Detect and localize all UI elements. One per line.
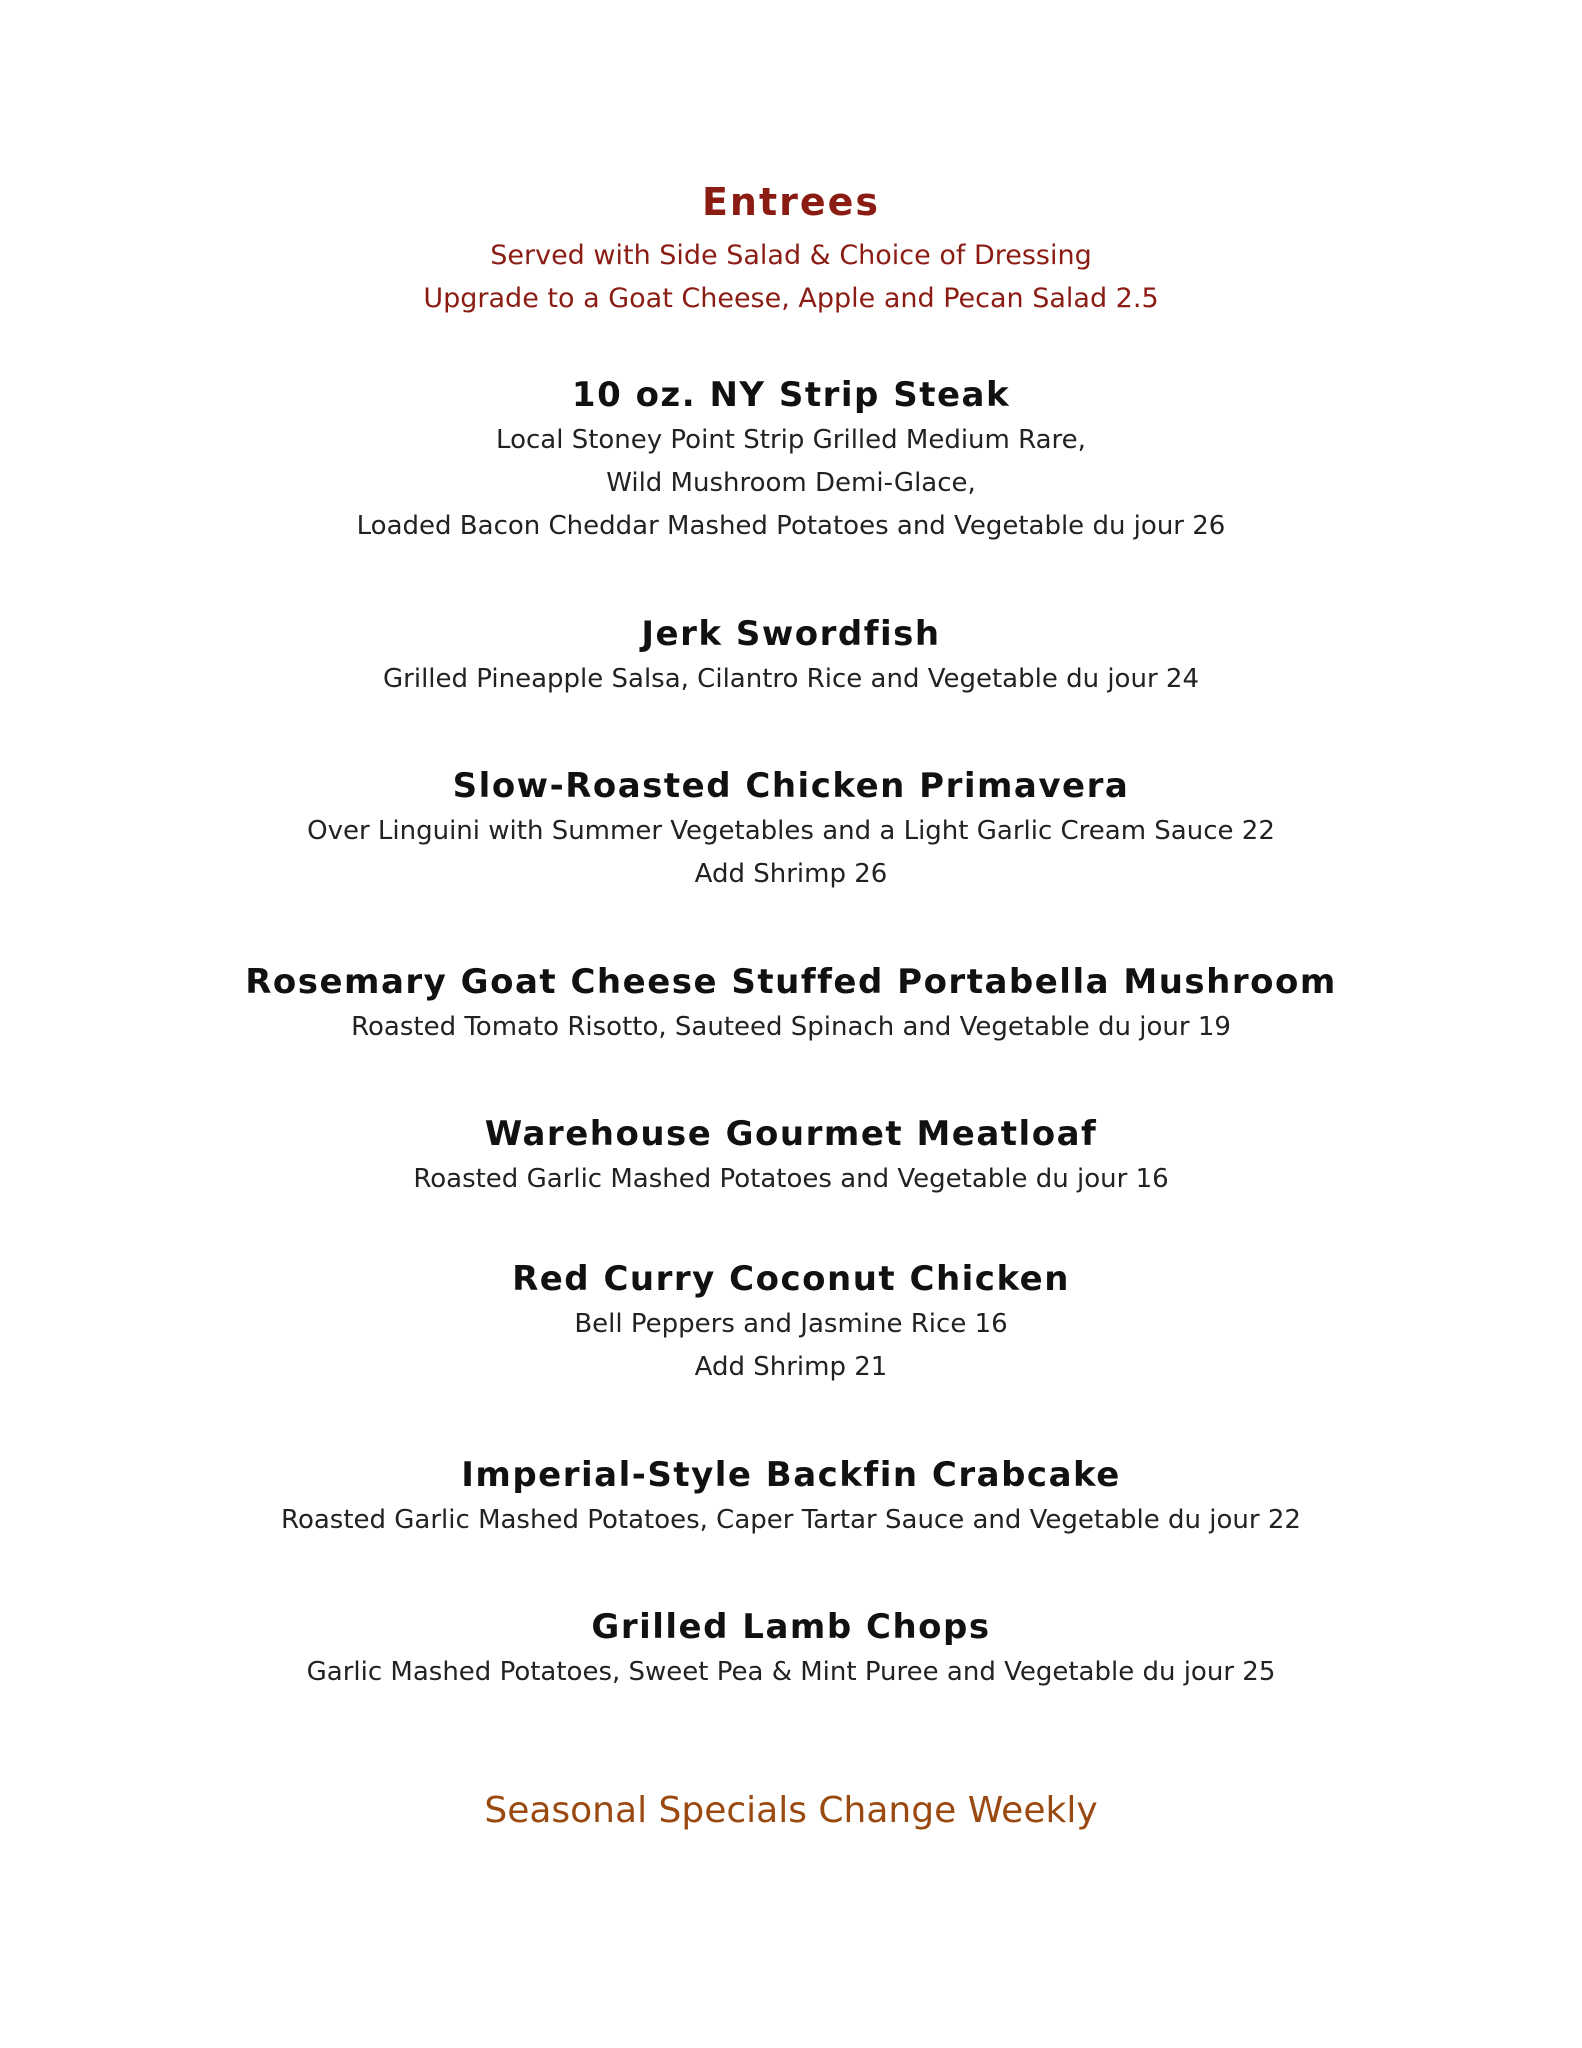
menu-item-description: Over Linguini with Summer Vegetables and a Light Garlic Cream Sauce 22 xyxy=(307,816,1275,846)
menu-item-description: Bell Peppers and Jasmine Rice 16 xyxy=(574,1309,1008,1339)
menu-item-ny-strip-steak xyxy=(0,373,1582,548)
menu-item-description: Local Stoney Point Strip Grilled Medium Rare, xyxy=(496,425,1086,455)
menu-item-red-curry-chicken xyxy=(0,1257,1582,1389)
menu-item-add-on: Add Shrimp 21 xyxy=(694,1352,888,1382)
menu-item-description: Garlic Mashed Potatoes, Sweet Pea & Mint Puree and Vegetable du jour 25 xyxy=(306,1657,1276,1687)
menu-item-name: Grilled Lamb Chops xyxy=(591,1607,991,1647)
menu-item-stuffed-portabella xyxy=(0,960,1582,1049)
menu-item-lamb-chops xyxy=(0,1605,1582,1694)
menu-item-name: Slow-Roasted Chicken Primavera xyxy=(452,766,1130,806)
menu-item-crabcake xyxy=(0,1453,1582,1542)
section-subtitle-upgrade: Upgrade to a Goat Cheese, Apple and Pecan Salad 2.5 xyxy=(423,283,1159,314)
menu-item-description: Roasted Garlic Mashed Potatoes, Caper Tartar Sauce and Vegetable du jour 22 xyxy=(281,1505,1301,1535)
seasonal-specials-note: Seasonal Specials Change Weekly xyxy=(484,1790,1098,1831)
menu-item-meatloaf xyxy=(0,1112,1582,1201)
menu-item-description: Wild Mushroom Demi-Glace, xyxy=(606,468,976,498)
menu-item-name: Jerk Swordfish xyxy=(641,614,941,654)
section-title: Entrees xyxy=(701,180,881,224)
menu-item-jerk-swordfish xyxy=(0,612,1582,701)
menu-item-description: Roasted Garlic Mashed Potatoes and Vegetable du jour 16 xyxy=(413,1164,1169,1194)
menu-item-name: 10 oz. NY Strip Steak xyxy=(571,375,1011,415)
menu-item-description: Loaded Bacon Cheddar Mashed Potatoes and Vegetable du jour 26 xyxy=(356,511,1226,541)
menu-item-name: Warehouse Gourmet Meatloaf xyxy=(484,1114,1098,1154)
menu-item-description: Grilled Pineapple Salsa, Cilantro Rice and Vegetable du jour 24 xyxy=(383,664,1199,694)
menu-item-description: Roasted Tomato Risotto, Sauteed Spinach and Vegetable du jour 19 xyxy=(351,1012,1231,1042)
menu-item-name: Red Curry Coconut Chicken xyxy=(512,1259,1070,1299)
menu-item-name: Imperial-Style Backfin Crabcake xyxy=(461,1455,1121,1495)
section-subtitle-salad: Served with Side Salad & Choice of Dressing xyxy=(490,240,1092,271)
menu-item-name: Rosemary Goat Cheese Stuffed Portabella Mushroom xyxy=(245,962,1337,1002)
menu-item-add-on: Add Shrimp 26 xyxy=(694,859,888,889)
menu-item-chicken-primavera xyxy=(0,764,1582,896)
